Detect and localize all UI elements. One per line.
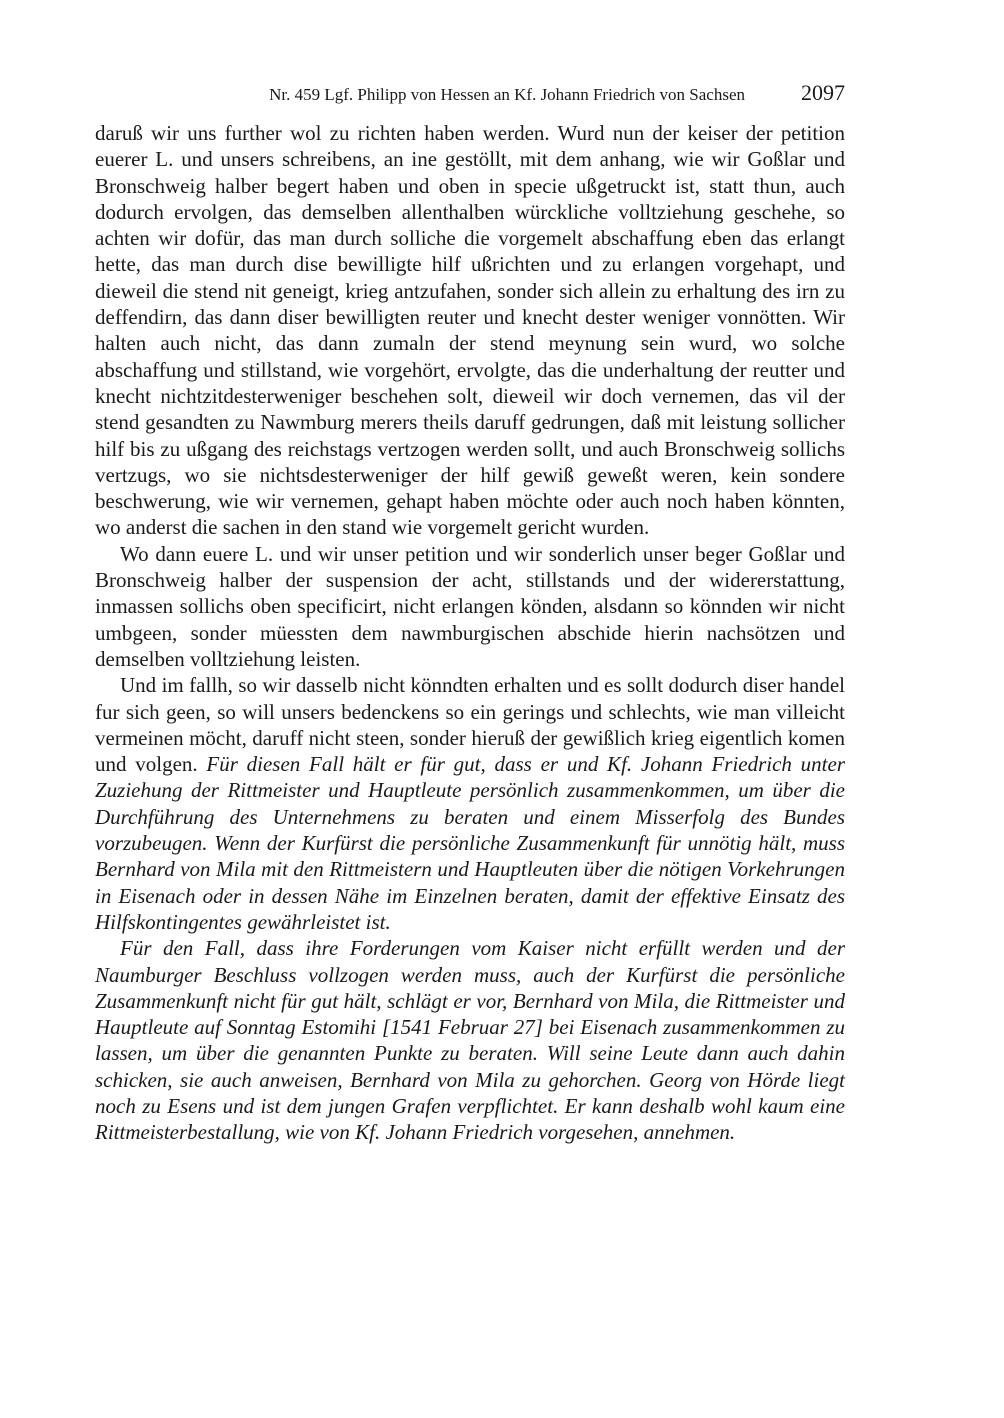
running-head-title: Nr. 459 Lgf. Philipp von Hessen an Kf. Johann Friedrich von Sachsen xyxy=(269,85,745,104)
paragraph-1: daruß wir uns further wol zu richten haben werden. Wurd nun der keiser der petition euerer L. und unsers schreibens, an ine gestöllt, mit dem anhang, wie wir Goßlar und Bronschweig halber begert haben und oben in specie ußgetruckt ist, statt thun, auch dodurch ervolgen, das demselben allenthalben würckliche volltziehung geschehe, so achten wir dofür, das man durch solliche die vorgemelt abschaffung eben das erlangt hette, das man durch dise bewilligte hilf ußrichten und zu erlangen vorgehapt, und dieweil die stend nit geneigt, krieg antzufahen, sonder sich allein zu erhaltung des irn zu deffendirn, das dann diser bewilligten reuter und knecht dester weniger vonnötten. Wir halten auch nicht, das dann zumaln der stend meynung sein wurd, wo solche abschaffung und stillstand, wie vorgehört, ervolgte, das die underhaltung der reutter und knecht nichtzitdesterweniger beschehen solt, dieweil wir doch vernemen, das vil der stend gesandten zu Nawmburg merers theils daruff gedrungen, daß mit leistung sollicher hilf bis zu ußgang des reichstags vertzogen werden sollt, und auch Bronschweig sollichs vertzugs, wo sie nichtsdesterweniger der hilf gewiß geweßt weren, kein sondere beschwerung, wie wir vernemen, gehapt haben möchte oder auch noch haben könnten, wo anderst die sachen in den stand wie vorgemelt gericht wurden. xyxy=(95,121,845,540)
paragraph-3 xyxy=(95,672,845,935)
paragraph-3-quote: Und im fallh, so wir dasselb nicht könndten erhalten und es sollt dodurch diser handel fur sich geen, so will unsers bedenckens so ein gerings und schlechts, wie man villeicht vermeinen möcht, daruff nicht steen, sonder hieruß der gewißlich krieg eigentlich komen und volgen. xyxy=(95,673,845,777)
paragraph-3-summary: Für diesen Fall hält er für gut, dass er und Kf. Johann Friedrich unter Zuziehung der Rittmeister und Hauptleute persönlich zusammenkommen, um über die Durchführung des Unternehmens zu beraten und einem Misserfolg des Bundes vorzubeugen. Wenn der Kurfürst die persönliche Zusammenkunft für unnötig hält, muss Bernhard von Mila mit den Rittmeistern und Hauptleuten über die nötigen Vorkehrungen in Eisenach oder in dessen Nähe im Einzelnen beraten, damit der effektive Einsatz des Hilfskontingentes gewährleistet ist. xyxy=(95,752,846,934)
paragraph-2: Wo dann euere L. und wir unser petition und wir sonderlich unser beger Goßlar und Bronschweig halber der suspension der acht, stillstands und der widererstattung, inmassen sollichs oben specificirt, nicht erlangen könden, alsdann so könnden wir nicht umbgeen, sonder müessten dem nawmburgischen abschide hierin nachsötzen und demselben volltziehung leisten. xyxy=(95,541,845,671)
page-number: 2097 xyxy=(801,80,845,105)
body-text xyxy=(95,120,845,1146)
running-head xyxy=(95,80,845,110)
paragraph-4-summary: Für den Fall, dass ihre Forderungen vom Kaiser nicht erfüllt werden und der Naumburger Beschluss vollzogen werden muss, auch der Kurfürst die persönliche Zusammenkunft nicht für gut hält, schlägt er vor, Bernhard von Mila, die Rittmeister und Hauptleute auf Sonntag Estomihi [1541 Februar 27] bei Eisenach zusammenkommen zu lassen, um über die genannten Punkte zu beraten. Will seine Leute dann auch dahin schicken, sie auch anweisen, Bernhard von Mila zu gehorchen. Georg von Hörde liegt noch zu Esens und ist dem jungen Grafen verpflichtet. Er kann deshalb wohl kaum eine Rittmeisterbestallung, wie von Kf. Johann Friedrich vorgesehen, annehmen. xyxy=(95,936,845,1145)
document-page xyxy=(95,80,845,1146)
